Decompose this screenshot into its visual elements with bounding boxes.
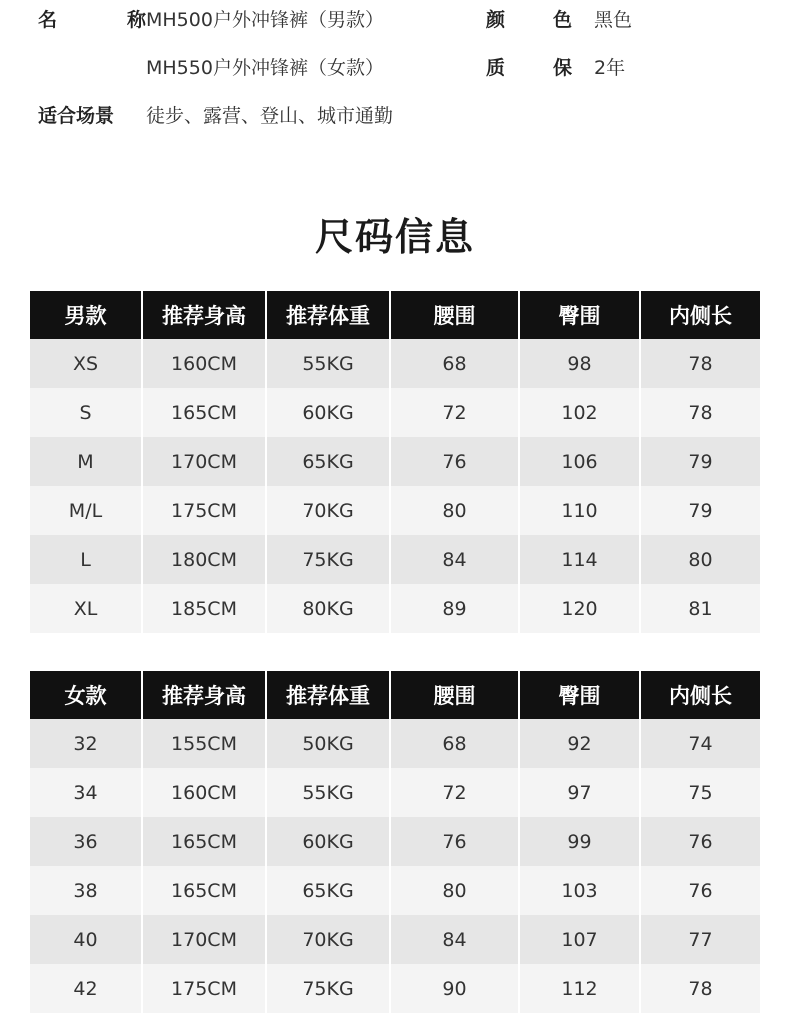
table-cell: 110 xyxy=(519,486,640,535)
table-cell: 180CM xyxy=(142,535,266,584)
table-row xyxy=(30,964,760,1013)
table-cell: 89 xyxy=(390,584,519,633)
header-cell: 推荐体重 xyxy=(266,291,390,339)
table-cell: 102 xyxy=(519,388,640,437)
table-cell: 55KG xyxy=(266,768,390,817)
table-cell: 97 xyxy=(519,768,640,817)
table-cell: 185CM xyxy=(142,584,266,633)
table-cell: 38 xyxy=(30,866,142,915)
table-row xyxy=(30,768,760,817)
header-cell: 内侧长 xyxy=(640,671,760,719)
table-header-row xyxy=(30,671,760,719)
table-cell: S xyxy=(30,388,142,437)
table-cell: 175CM xyxy=(142,964,266,1013)
table-cell: 160CM xyxy=(142,768,266,817)
info-row-name xyxy=(38,3,384,33)
table-cell: 90 xyxy=(390,964,519,1013)
table-cell: 70KG xyxy=(266,915,390,964)
header-cell: 男款 xyxy=(30,291,142,339)
table-cell: 75 xyxy=(640,768,760,817)
table-cell: 160CM xyxy=(142,339,266,388)
table-cell: 175CM xyxy=(142,486,266,535)
table-row xyxy=(30,437,760,486)
table-cell: 106 xyxy=(519,437,640,486)
table-cell: 74 xyxy=(640,719,760,768)
table-cell: 80 xyxy=(390,866,519,915)
table-cell: 68 xyxy=(390,719,519,768)
table-cell: 36 xyxy=(30,817,142,866)
table-cell: 40 xyxy=(30,915,142,964)
info-row-scene xyxy=(38,99,393,129)
info-row-color xyxy=(486,3,632,33)
name-women-value: MH550户外冲锋裤（女款） xyxy=(146,56,384,79)
color-value: 黑色 xyxy=(594,8,633,31)
table-cell: 76 xyxy=(390,817,519,866)
table-cell: 98 xyxy=(519,339,640,388)
table-cell: M/L xyxy=(30,486,142,535)
header-cell: 内侧长 xyxy=(640,291,760,339)
header-cell: 腰围 xyxy=(390,291,519,339)
table-cell: 99 xyxy=(519,817,640,866)
table-cell: 78 xyxy=(640,388,760,437)
table-cell: 76 xyxy=(640,817,760,866)
table-row xyxy=(30,388,760,437)
table-cell: 70KG xyxy=(266,486,390,535)
name-label: 名 称 xyxy=(38,8,146,31)
table-row xyxy=(30,719,760,768)
table-cell: 84 xyxy=(390,915,519,964)
table-cell: 114 xyxy=(519,535,640,584)
table-cell: XL xyxy=(30,584,142,633)
table-cell: 80KG xyxy=(266,584,390,633)
table-row xyxy=(30,866,760,915)
table-row xyxy=(30,486,760,535)
header-cell: 推荐身高 xyxy=(142,671,266,719)
table-row xyxy=(30,915,760,964)
header-cell: 臀围 xyxy=(519,671,640,719)
table-cell: 75KG xyxy=(266,964,390,1013)
table-cell: 65KG xyxy=(266,866,390,915)
product-info xyxy=(0,0,790,140)
table-cell: 32 xyxy=(30,719,142,768)
table-cell: 112 xyxy=(519,964,640,1013)
table-cell: XS xyxy=(30,339,142,388)
table-row xyxy=(30,817,760,866)
table-cell: 55KG xyxy=(266,339,390,388)
table-cell: 79 xyxy=(640,486,760,535)
table-cell: 80 xyxy=(390,486,519,535)
table-cell: 165CM xyxy=(142,817,266,866)
table-cell: 81 xyxy=(640,584,760,633)
table-cell: 60KG xyxy=(266,388,390,437)
table-cell: 80 xyxy=(640,535,760,584)
table-cell: 75KG xyxy=(266,535,390,584)
table-cell: 76 xyxy=(390,437,519,486)
table-header-row xyxy=(30,291,760,339)
table-cell: 79 xyxy=(640,437,760,486)
header-cell: 女款 xyxy=(30,671,142,719)
table-cell: 65KG xyxy=(266,437,390,486)
table-cell: L xyxy=(30,535,142,584)
section-title: 尺码信息 xyxy=(314,215,475,259)
table-cell: 77 xyxy=(640,915,760,964)
table-cell: 165CM xyxy=(142,388,266,437)
header-cell: 推荐身高 xyxy=(142,291,266,339)
table-cell: 68 xyxy=(390,339,519,388)
header-cell: 推荐体重 xyxy=(266,671,390,719)
warranty-value: 2年 xyxy=(594,56,626,79)
table-cell: 84 xyxy=(390,535,519,584)
table-cell: 92 xyxy=(519,719,640,768)
table-cell: 78 xyxy=(640,964,760,1013)
table-cell: 50KG xyxy=(266,719,390,768)
header-cell: 腰围 xyxy=(390,671,519,719)
table-cell: 165CM xyxy=(142,866,266,915)
table-cell: 76 xyxy=(640,866,760,915)
table-cell: 34 xyxy=(30,768,142,817)
table-cell: 42 xyxy=(30,964,142,1013)
table-cell: 60KG xyxy=(266,817,390,866)
table-cell: M xyxy=(30,437,142,486)
scene-value: 徒步、露营、登山、城市通勤 xyxy=(146,104,394,127)
table-row xyxy=(30,535,760,584)
color-label: 颜 色 xyxy=(486,8,572,31)
header-cell: 臀围 xyxy=(519,291,640,339)
table-cell: 72 xyxy=(390,388,519,437)
table-cell: 72 xyxy=(390,768,519,817)
table-cell: 120 xyxy=(519,584,640,633)
scene-label: 适合场景 xyxy=(38,104,115,127)
men-size-table xyxy=(30,291,760,633)
table-cell: 170CM xyxy=(142,437,266,486)
table-row xyxy=(30,584,760,633)
women-size-table xyxy=(30,671,760,1013)
warranty-label: 质 保 xyxy=(486,56,572,79)
info-row-name-women xyxy=(146,51,384,81)
table-cell: 107 xyxy=(519,915,640,964)
table-cell: 78 xyxy=(640,339,760,388)
table-cell: 170CM xyxy=(142,915,266,964)
table-row xyxy=(30,339,760,388)
name-men-value: MH500户外冲锋裤（男款） xyxy=(146,8,384,31)
info-row-warranty xyxy=(486,51,625,81)
table-cell: 155CM xyxy=(142,719,266,768)
table-cell: 103 xyxy=(519,866,640,915)
